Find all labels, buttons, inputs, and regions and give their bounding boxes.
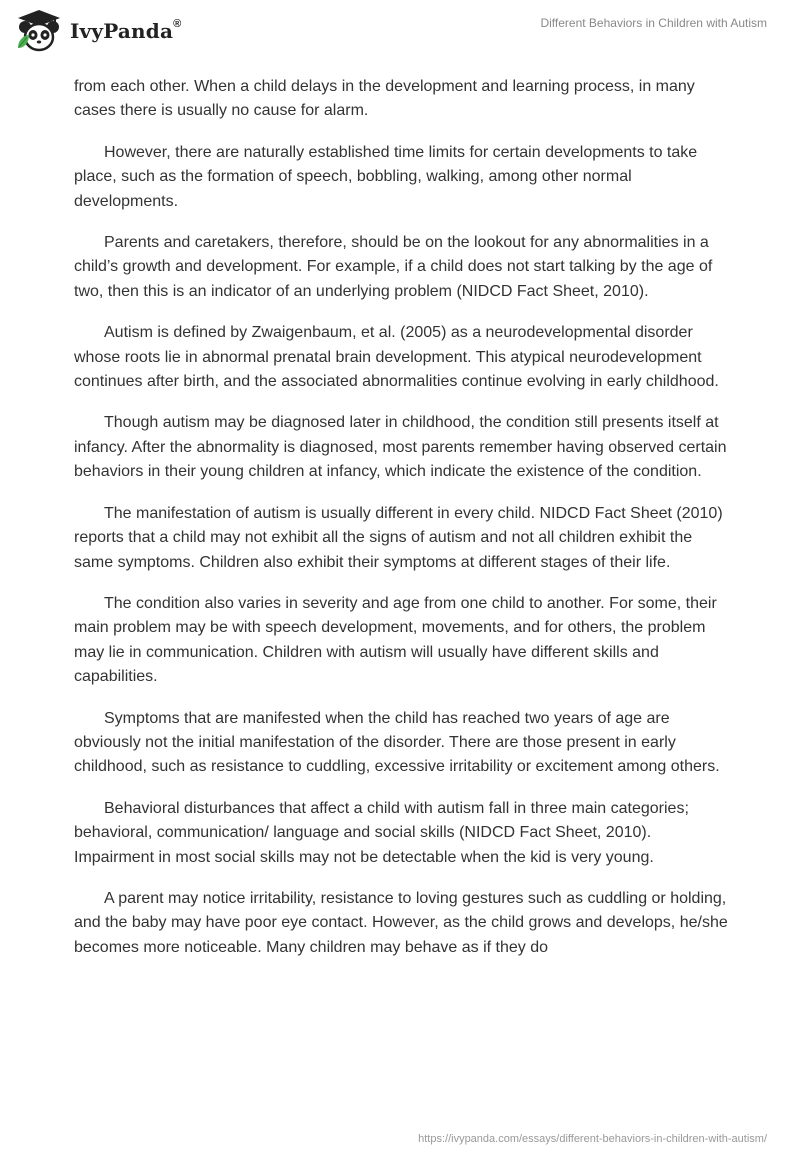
essay-body — [74, 75, 734, 977]
paragraph-6: The manifestation of autism is usually different in every child. NIDCD Fact Sheet (2010) reports that a child may not exhibit all the signs of autism and not all children exhibit the same symptoms. Children also exhibit their symptoms at different stages of their life. — [74, 504, 723, 571]
paragraph-3: Parents and caretakers, therefore, should be on the lookout for any abnormalities in a child’s growth and development. For example, if a child does not start talking by the age of two, then this is an indicator of an underlying problem (NIDCD Fact Sheet, 2010). — [74, 234, 713, 300]
ivypanda-logo[interactable] — [14, 8, 181, 54]
document-title: Different Behaviors in Children with Autism — [540, 16, 767, 30]
paragraph-5: Though autism may be diagnosed later in childhood, the condition still presents itself at infancy. After the abnormality is diagnosed, most parents remember having observed certain behaviors in their young children at infancy, which indicate the existence of the condition. — [74, 414, 727, 481]
paragraph-1: from each other. When a child delays in the development and learning process, in many cases there is usually no cause for alarm. — [74, 78, 695, 120]
page-header — [0, 0, 800, 70]
brand-name: IvyPanda® — [70, 18, 182, 43]
registered-mark: ® — [173, 18, 182, 31]
panda-graduate-icon — [14, 8, 64, 54]
paragraph-7: The condition also varies in severity and age from one child to another. For some, their main problem may be with speech development, movements, and for others, the problem may lie in communication. Children with autism will usually have different skills and capabilities. — [74, 594, 717, 686]
source-url-link[interactable]: https://ivypanda.com/essays/different-behaviors-in-children-with-autism/ — [418, 1133, 767, 1145]
paragraph-10: A parent may notice irritability, resistance to loving gestures such as cuddling or holding, and the baby may have poor eye contact. However, as the child grows and develops, he/she becomes more noticeable. Many children may behave as if they do — [74, 889, 728, 956]
paragraph-4: Autism is defined by Zwaigenbaum, et al. (2005) as a neurodevelopmental disorder whose roots lie in abnormal prenatal brain development. This atypical neurodevelopment continues after birth, and the associated abnormalities continue evolving in early childhood. — [74, 324, 719, 391]
paragraph-9: Behavioral disturbances that affect a child with autism fall in three main categories; behavioral, communication/ language and social skills (NIDCD Fact Sheet, 2010). Impairment in most social skills may not be detectable when the kid is very young. — [74, 799, 689, 866]
paragraph-2: However, there are naturally established time limits for certain developments to take place, such as the formation of speech, bobbling, walking, among other normal developments. — [74, 143, 698, 210]
paragraph-8: Symptoms that are manifested when the child has reached two years of age are obviously not the initial manifestation of the disorder. There are those present in early childhood, such as resistance to cuddling, excessive irritability or excitement among others. — [74, 709, 720, 776]
